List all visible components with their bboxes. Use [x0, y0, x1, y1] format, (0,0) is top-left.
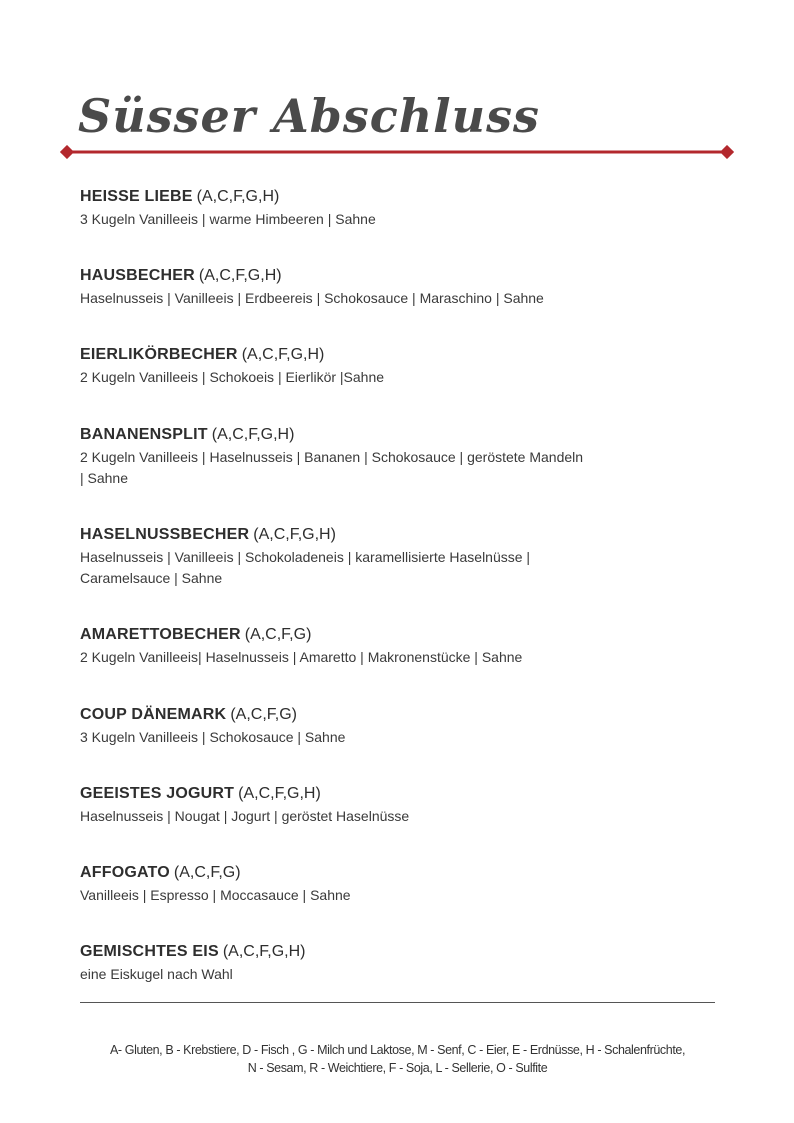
item-description: Haselnusseis | Vanilleeis | Schokoladeneis | karamellisierte Haselnüsse | Caramelsauce | Sahne [80, 549, 531, 586]
item-name: HASELNUSSBECHER [80, 526, 250, 543]
allergen-legend-line: A- Gluten, B - Krebstiere, D - Fisch , G - Milch und Laktose, M - Senf, C - Eier, E - Erdnüsse, H - Schalenfrüchte, [109, 1043, 686, 1057]
menu-item [80, 524, 720, 589]
item-name: BANANENSPLIT [80, 426, 208, 443]
menu-item [80, 344, 720, 388]
item-description: eine Eiskugel nach Wahl [80, 966, 233, 982]
item-allergens: (A,C,F,G,H) [253, 526, 336, 543]
divider-diamond-right [720, 145, 734, 159]
item-description: 2 Kugeln Vanilleeis | Haselnusseis | Bananen | Schokosauce | geröstete Mandeln | Sahne [80, 449, 584, 486]
item-name: GEEISTES JOGURT [80, 785, 235, 802]
item-description: Haselnusseis | Nougat | Jogurt | geröstet Haselnüsse [80, 808, 410, 824]
item-description: Haselnusseis | Vanilleeis | Erdbeereis | Schokosauce | Maraschino | Sahne [80, 290, 544, 306]
item-allergens: (A,C,F,G,H) [222, 943, 306, 960]
menu-item [80, 186, 720, 230]
menu-item [80, 862, 720, 906]
item-description: 2 Kugeln Vanilleeis | Schokoeis | Eierlikör |Sahne [80, 369, 385, 385]
item-description: 2 Kugeln Vanilleeis| Haselnusseis | Amaretto | Makronenstücke | Sahne [80, 649, 523, 665]
item-allergens: (A,C,F,G) [173, 864, 241, 881]
menu-item [80, 624, 720, 668]
page-title: Süsser Abschluss [78, 89, 540, 143]
item-allergens: (A,C,F,G,H) [238, 785, 321, 802]
item-name: GEMISCHTES EIS [80, 943, 219, 960]
item-name: COUP DÄNEMARK [80, 706, 227, 723]
allergen-legend-line: N - Sesam, R - Weichtiere, F - Soja, L - Sellerie, O - Sulfite [247, 1061, 548, 1075]
item-description: Vanilleeis | Espresso | Moccasauce | Sahne [80, 887, 351, 903]
item-allergens: (A,C,F,G,H) [241, 346, 325, 363]
item-description: 3 Kugeln Vanilleeis | Schokosauce | Sahne [80, 729, 346, 745]
menu-item [80, 265, 720, 309]
item-name: AMARETTOBECHER [80, 626, 241, 643]
item-name: HEISSE LIEBE [80, 188, 193, 205]
title-divider [60, 145, 734, 159]
item-name: EIERLIKÖRBECHER [80, 346, 238, 363]
item-description: 3 Kugeln Vanilleeis | warme Himbeeren | Sahne [80, 211, 376, 227]
item-allergens: (A,C,F,G) [244, 626, 312, 643]
menu-item [80, 783, 720, 827]
footer-divider [80, 1002, 715, 1003]
item-name: HAUSBECHER [80, 267, 195, 284]
item-name: AFFOGATO [80, 864, 170, 881]
menu-item [80, 424, 720, 489]
item-allergens: (A,C,F,G) [230, 706, 297, 723]
allergen-legend [80, 1041, 715, 1077]
menu-item [80, 941, 720, 985]
divider-diamond-left [60, 145, 74, 159]
item-allergens: (A,C,F,G,H) [198, 267, 282, 284]
item-allergens: (A,C,F,G,H) [196, 188, 280, 205]
item-allergens: (A,C,F,G,H) [211, 426, 295, 443]
menu-item [80, 704, 720, 748]
